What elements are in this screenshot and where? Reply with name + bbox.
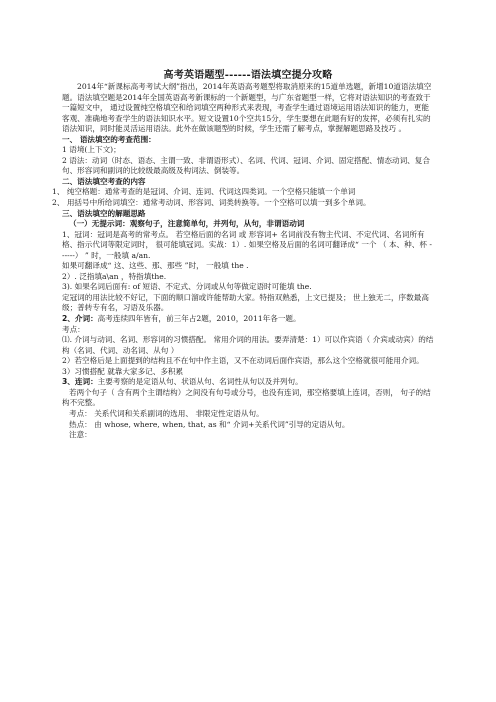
paragraph: 2、 用括号中所给词填空：通常考动词、形容词、词类转换等。一个空格可以填一到多个单词。: [52, 198, 371, 208]
paragraph: 一、 语法填空的考查范围：: [62, 134, 156, 144]
document-title: 高考英语题型------语法填空提分攻略: [163, 70, 333, 81]
paragraph: 1、冠词：冠词是高考的常考点。 若空格后面的名词 或 形容词+ 名词前没有物主代词、不定代词、名词所有格、指示代词等限定词时， 很可能填冠词。实战：1）. 如果空格及后面的名词可翻译成“ 一个 （ 本、种、杯 ------） ” 时，一般填 a/an.: [62, 229, 432, 260]
paragraph: 2）若空格后是上面提到的结构且不在句中作主语，又不在动词后面作宾语，那么这个空格就很可能用介词。: [62, 356, 424, 366]
paragraph: 2）. 泛指填a\an ，特指填the.: [62, 271, 167, 281]
paragraph: 3）习惯搭配 就靠大家多记、多积累: [62, 366, 184, 376]
paragraph: 1、 纯空格题：通常考查的是冠词、介词、连词、代词这四类词。一个空格只能填一个单词: [52, 187, 356, 197]
paragraph: 2014年“新课标高考考试大纲”指出，2014年英语高考题型将取消原来的15道单选题，新增10道语法填空题。语法填空题是2014年全国英语高考新课标的一个新题型，与广东省题型一样，它将对语法知识的考查致于一篇短文中， 通过设置纯空格填空和给词填空两种形式来表现，考查学生通过语境运用语法知识的能力，更能客观、准确地考查学生的语法知识水平。短文设置10个空共15分，学生要想在此题有好的发挥，必须有扎实的语法知识，同时能灵活运用语法。此外在做该题型的时候，学生还需了解考点，掌握解题思路及技巧 。: [62, 82, 432, 134]
paragraph: 若两个句子（ 含有两个主谓结构）之间没有句号或分号，也没有连词，那空格要填上连词，否则， 句子的结构不完整。: [62, 387, 431, 408]
paragraph: 二、语法填空考查的内容: [62, 176, 146, 186]
paragraph: 热点： 由 whose, where, when, that, as 和“ 介词+关系代词”引导的定语从句。: [69, 419, 350, 429]
paragraph: ⑴. 介词与动词、名词、形容词的习惯搭配。 常用介词的用法。要弄清楚：1）可以作宾语（ 介宾或动宾）的结构（名词、代词、动名词、从句 ）: [62, 335, 434, 355]
paragraph: 3、连词：主要考察的是定语从句、状语从句、名词性从句以及并列句。: [62, 377, 303, 387]
paragraph: （一）无提示词：观察句子，注意简单句，并列句，从句，非谓语动词: [69, 219, 305, 229]
paragraph: 2、介词：高考连续四年皆有，前三年占2题，2010，2011年各一题。: [62, 314, 301, 324]
paragraph: 2 语法：动词（时态、语态、主谓一致、非谓语形式）、名词、代词、冠词、介词、固定搭配、情态动词、复合句、形容词和副词的比较级最高级及构词法、倒装等。: [62, 155, 430, 176]
document-body: [52, 82, 434, 441]
paragraph: 三、语法填空的解题思路: [62, 208, 146, 218]
paragraph: 3). 如果名词后面有: of 短语、不定式、分词或从句等做定语时可能填 the.: [62, 282, 312, 292]
section-label: 3、连词：: [62, 377, 98, 387]
paragraph: 定冠词的用法比较不好记，下面的顺口溜或许能帮助大家。特指双熟悉，上文已提及； 世上独无二，序数最高级；普转专有名，习语及乐器。: [62, 292, 429, 313]
paragraph: 如果可翻译成“ 这、这些、那、那些 ”时， 一般填 the .: [62, 261, 249, 271]
paragraph: 考点：: [62, 324, 85, 334]
paragraph: 考点： 关系代词和关系副词的选用、 非限定性定语从句。: [69, 408, 264, 418]
paragraph: 注意：: [69, 430, 92, 440]
paragraph: 1 语境(上下文)；: [62, 145, 121, 155]
section-label: 2、介词：: [62, 314, 98, 324]
